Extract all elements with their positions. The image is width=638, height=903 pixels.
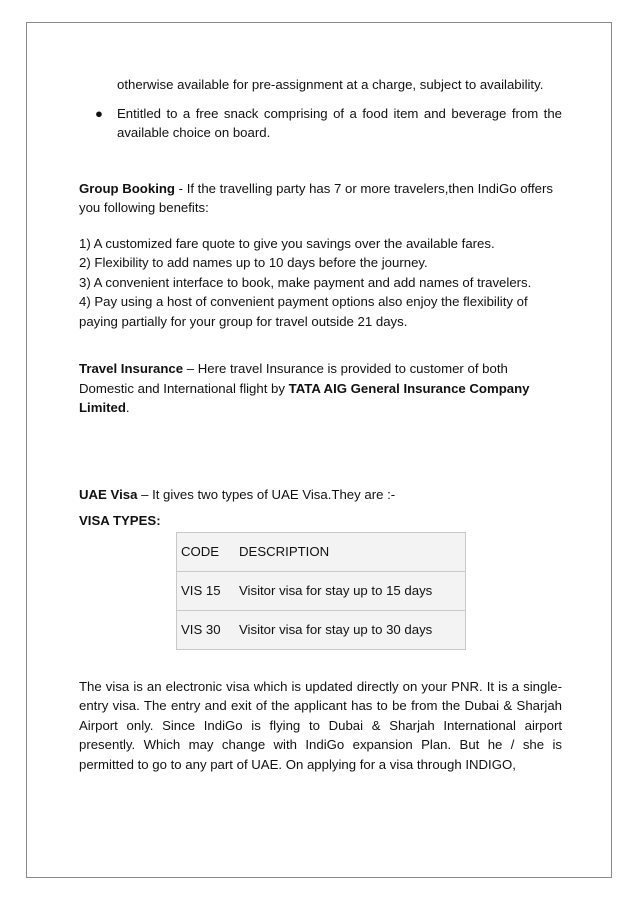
list-item: 3) A convenient interface to book, make payment and add names of travelers. [79,274,532,290]
continuation-text: otherwise available for pre-assignment at a charge, subject to availability. [117,77,544,92]
group-booking-text: - If the travelling party has 7 or more travelers,then IndiGo offers you following benefits: [79,180,553,215]
visa-types-label: VISA TYPES: [79,513,161,528]
uae-visa-text: – It gives two types of UAE Visa.They are :- [137,486,396,502]
column-header-code: CODE [177,532,236,571]
list-item: 1) A customized fare quote to give you savings over the available fares. [79,235,495,251]
uae-visa-paragraph [79,485,562,505]
group-booking-heading: Group Booking [79,180,175,196]
list-item: 4) Pay using a host of convenient payment options also enjoy the flexibility of paying partially for your group for travel outside 21 days. [79,294,528,329]
table-header-row [177,532,466,571]
insurance-company: TATA AIG General Insurance Company Limited [79,380,530,415]
travel-insurance-heading: Travel Insurance [79,361,184,376]
table-row [177,571,466,610]
travel-insurance-text: – Here travel Insurance is provided to customer of both Domestic and International flight by [79,361,508,396]
travel-insurance-paragraph [79,359,562,418]
bullet-text: Entitled to a free snack comprising of a food item and beverage from the available choice on board. [117,105,562,140]
list-item: 2) Flexibility to add names up to 10 days before the journey. [79,255,428,270]
uae-visa-heading: UAE Visa [79,486,138,502]
column-header-description: DESCRIPTION [235,532,466,571]
visa-code: VIS 30 [177,610,236,649]
travel-insurance-end: . [125,400,130,415]
page-content [79,75,562,774]
visa-code: VIS 15 [177,571,236,610]
table-row [177,610,466,649]
visa-description: Visitor visa for stay up to 30 days [235,610,466,649]
benefits-list [79,234,562,332]
document-page [26,22,612,878]
group-booking-paragraph [79,179,562,218]
visa-description-paragraph: The visa is an electronic visa which is updated directly on your PNR. It is a single-entry visa. The entry and exit of the applicant has to be from the Dubai & Sharjah Airport only. Since IndiGo is flying to Dubai & Sharjah International airport presently. Which may change with IndiGo expansion Plan. But he / she is permitted to go to any part of UAE. On applying for a visa through INDIGO, [79,678,562,772]
list-item [79,104,562,143]
visa-types-table [176,532,466,650]
bullet-icon: ● [95,105,103,121]
visa-description: Visitor visa for stay up to 15 days [235,571,466,610]
